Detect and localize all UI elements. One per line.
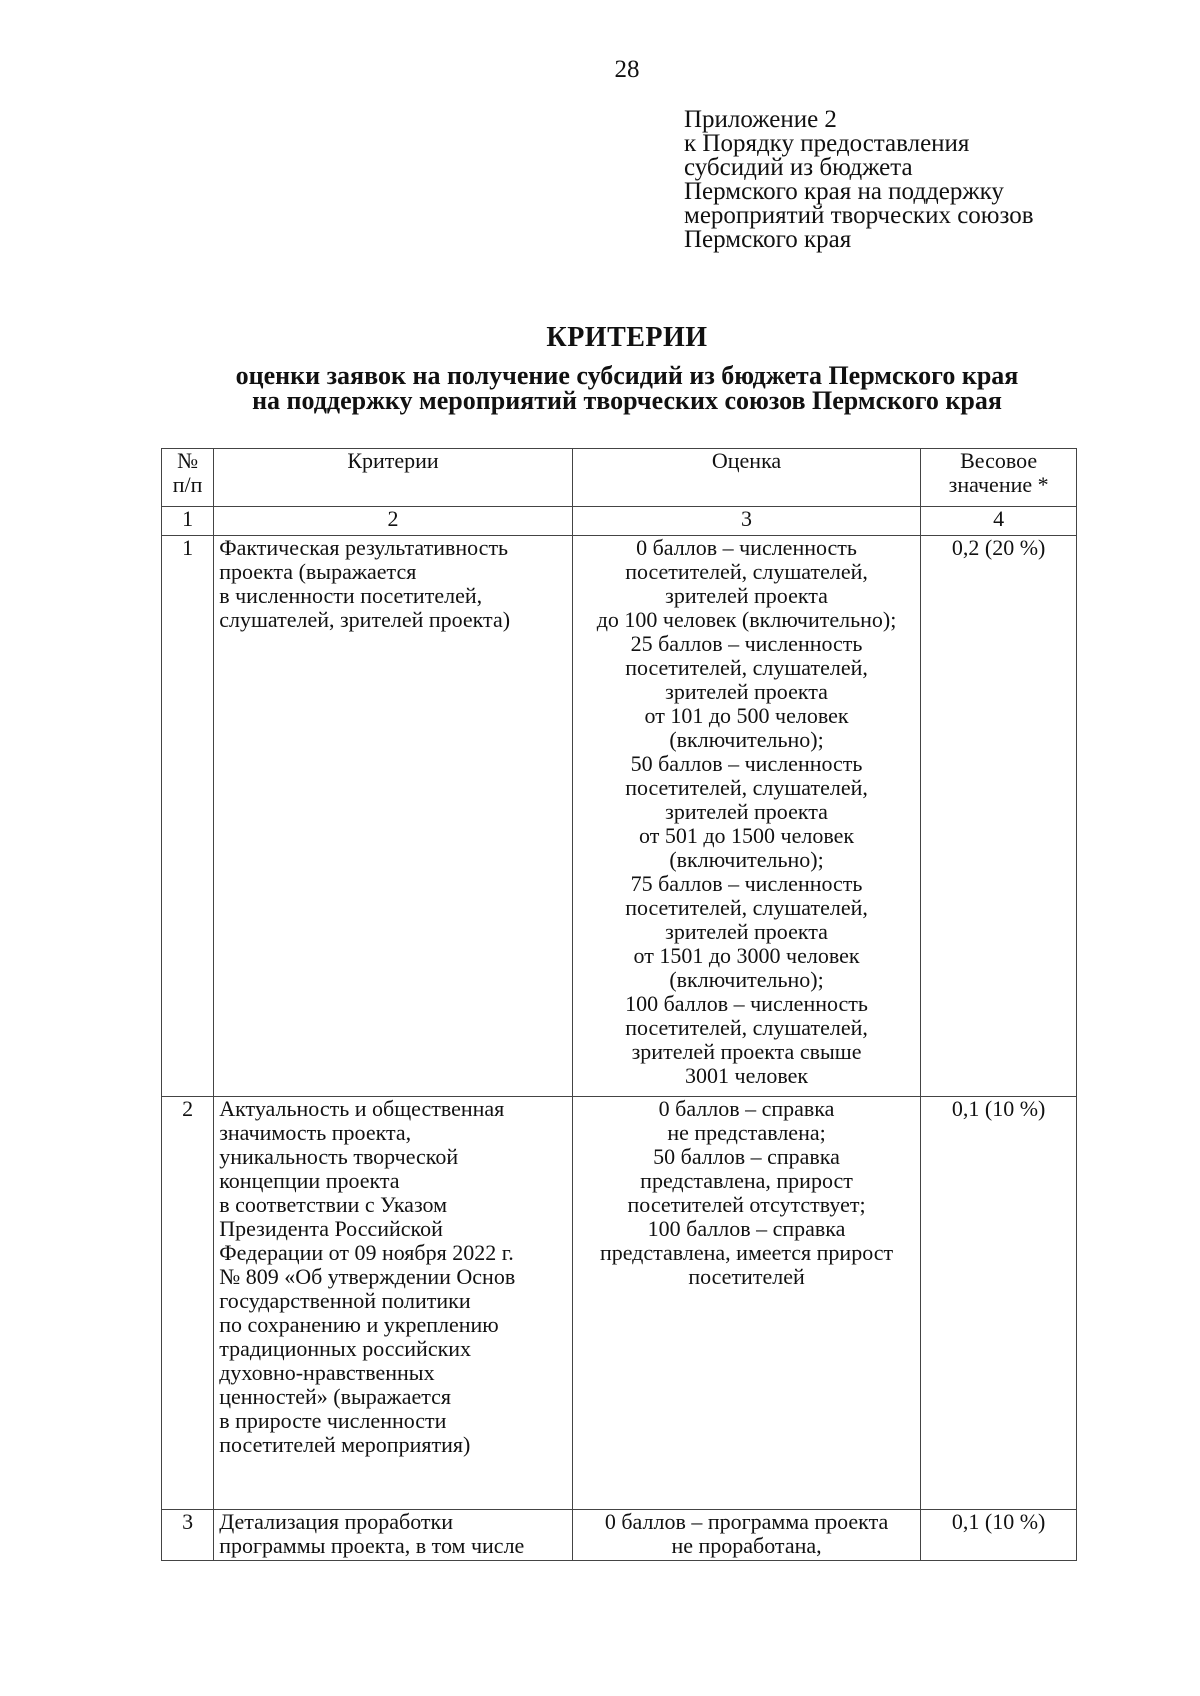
row-assessment: 0 баллов – справка не представлена; 50 баллов – справка представлена, прирост посетителей отсутствует; 100 баллов – справка представлена, имеется прирост посетителей xyxy=(572,1097,921,1510)
subtitle-line: оценки заявок на получение субсидий из бюджета Пермского края xyxy=(235,361,1019,390)
row-weight: 0,1 (10 %) xyxy=(921,1510,1077,1561)
table-row xyxy=(162,1510,1077,1561)
column-number: 2 xyxy=(214,507,573,536)
row-number: 1 xyxy=(162,536,214,1097)
header-criteria: Критерии xyxy=(214,449,573,507)
page-number: 28 xyxy=(614,56,640,83)
document-title: КРИТЕРИИ xyxy=(546,322,708,353)
header-number: № п/п xyxy=(162,449,214,507)
appendix-line: Пермского края на поддержку xyxy=(684,178,1004,205)
row-number: 2 xyxy=(162,1097,214,1510)
header-weight: Весовое значение * xyxy=(921,449,1077,507)
row-weight: 0,1 (10 %) xyxy=(921,1097,1077,1510)
criteria-table xyxy=(161,448,1077,1561)
header-assessment: Оценка xyxy=(572,449,921,507)
subtitle-line: на поддержку мероприятий творческих союзов Пермского края xyxy=(252,386,1002,415)
appendix-line: мероприятий творческих союзов xyxy=(684,202,1034,229)
appendix-line: субсидий из бюджета xyxy=(684,154,913,181)
appendix-note xyxy=(684,108,1034,252)
column-number-row xyxy=(162,507,1077,536)
appendix-line: Приложение 2 xyxy=(684,106,837,133)
table-row xyxy=(162,1097,1077,1510)
row-number: 3 xyxy=(162,1510,214,1561)
table-header-row xyxy=(162,449,1077,507)
row-assessment: 0 баллов – численность посетителей, слушателей, зрителей проекта до 100 человек (включительно); 25 баллов – численность посетителей, слушателей, зрителей проекта от 101 до 500 человек (включительно); 50 баллов – численность посетителей, слушателей, зрителей проекта от 501 до 1500 человек (включительно); 75 баллов – численность посетителей, слушателей, зрителей проекта от 1501 до 3000 человек (включительно); 100 баллов – численность посетителей, слушателей, зрителей проекта свыше 3001 человек xyxy=(572,536,921,1097)
column-number: 3 xyxy=(572,507,921,536)
row-criterion: Актуальность и общественная значимость проекта, уникальность творческой концепции проекта в соответствии с Указом Президента Российской Федерации от 09 ноября 2022 г. № 809 «Об утверждении Основ государственной политики по сохранению и укреплению традиционных российских духовно-нравственных ценностей» (выражается в приросте численности посетителей мероприятия) xyxy=(214,1097,573,1510)
row-assessment: 0 баллов – программа проекта не проработана, xyxy=(572,1510,921,1561)
row-criterion: Детализация проработки программы проекта, в том числе xyxy=(214,1510,573,1561)
column-number: 4 xyxy=(921,507,1077,536)
document-subtitle xyxy=(0,363,1200,413)
table-row xyxy=(162,536,1077,1097)
column-number: 1 xyxy=(162,507,214,536)
row-weight: 0,2 (20 %) xyxy=(921,536,1077,1097)
appendix-line: к Порядку предоставления xyxy=(684,130,970,157)
row-criterion: Фактическая результативность проекта (выражается в численности посетителей, слушателей, зрителей проекта) xyxy=(214,536,573,1097)
appendix-line: Пермского края xyxy=(684,226,852,253)
